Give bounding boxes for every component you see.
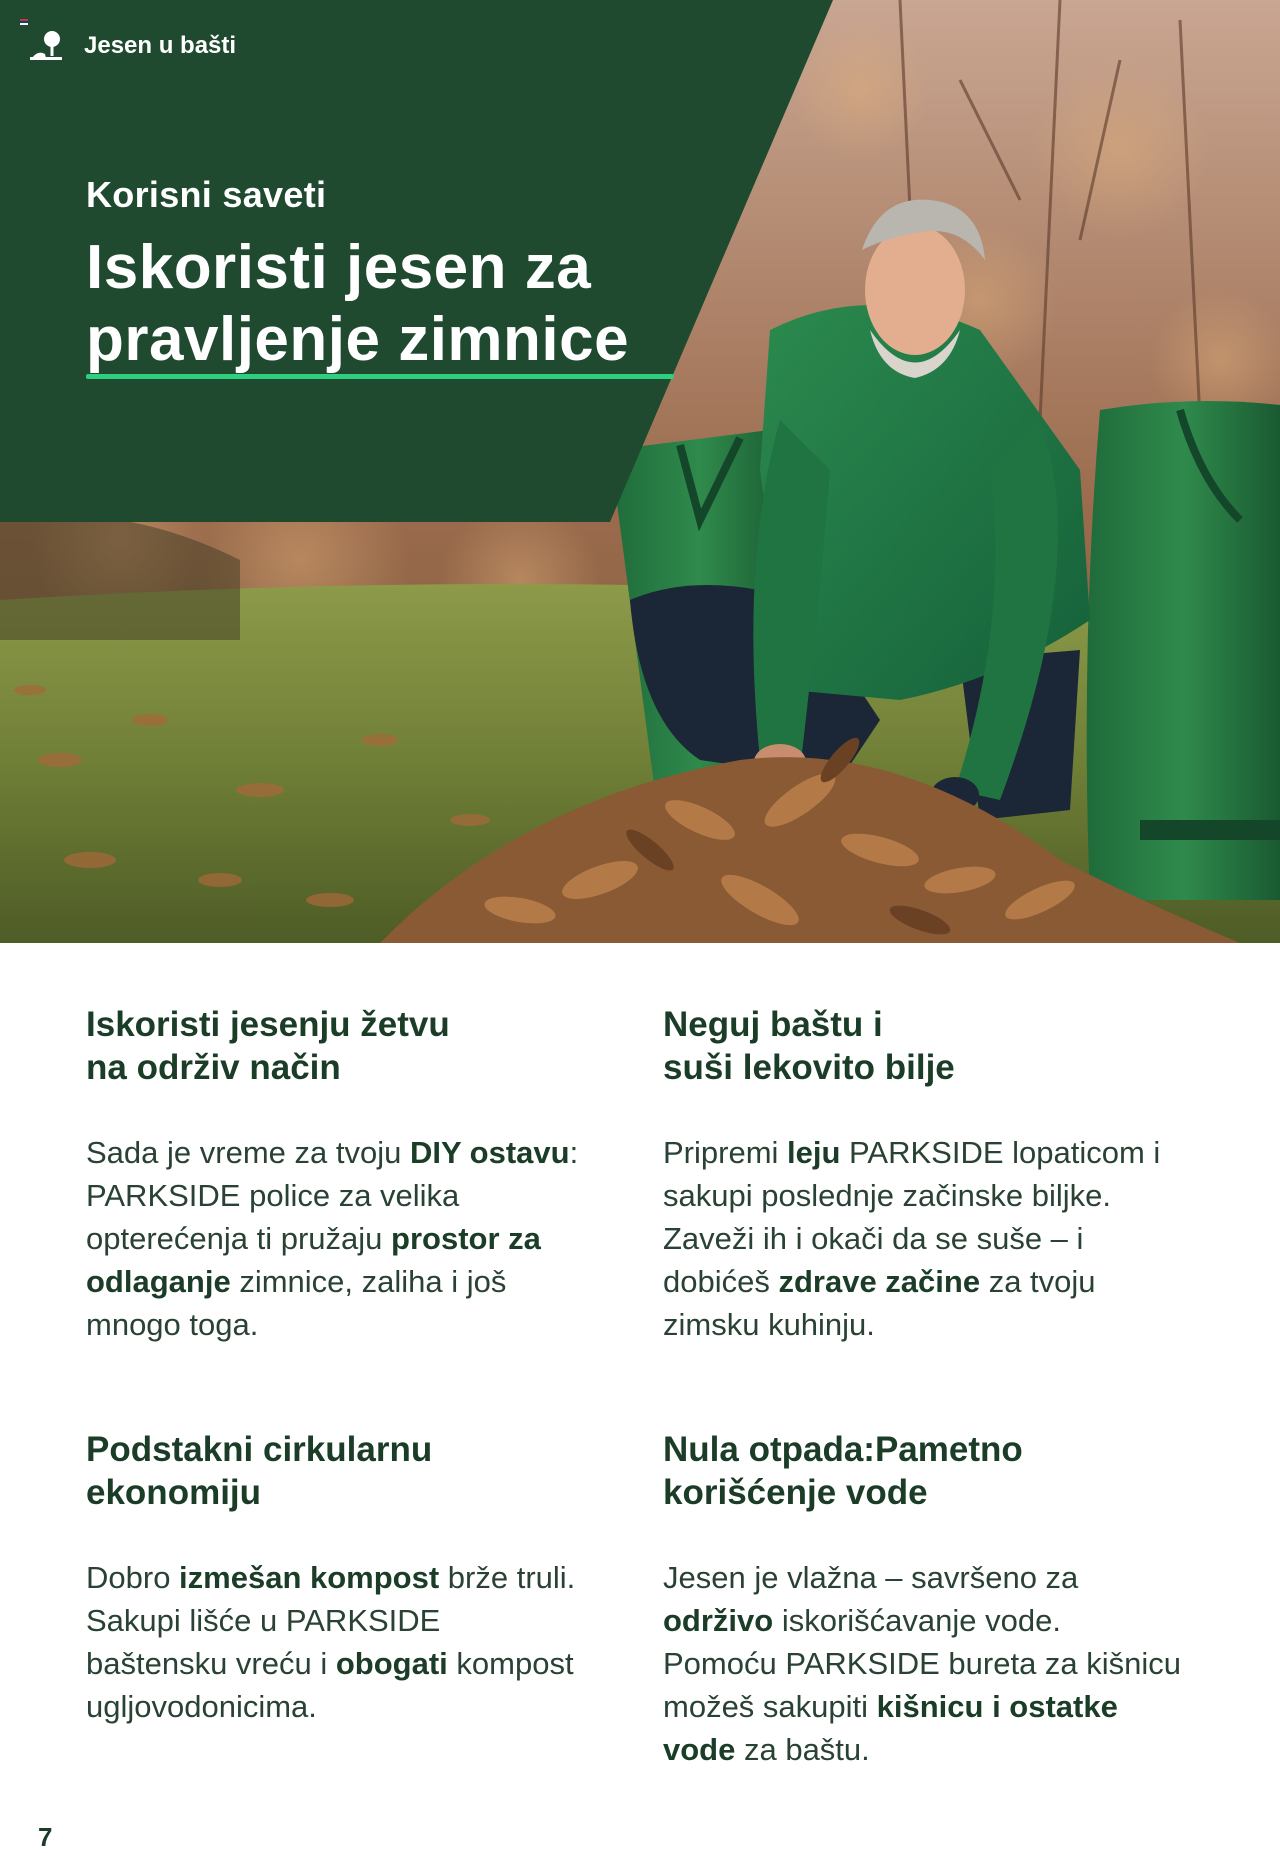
tip-body-emphasis: izmešan kompost [179, 1560, 440, 1595]
hero-title-line: pravljenje zimnice [86, 305, 630, 374]
tip-body-text: zimnice, zaliha i još mnogo toga. [86, 1264, 507, 1342]
tip-heading [663, 1428, 1183, 1514]
tip-body-emphasis: prostor za odlaganje [86, 1221, 541, 1299]
tip-body-emphasis: kišnicu i ostatke vode [663, 1689, 1118, 1767]
title-underline [86, 374, 674, 379]
tip-body [663, 1131, 1183, 1346]
tip-body-text: PARKSIDE lopaticom i sakupi poslednje začinske biljke. Zaveži ih i okači da se suše – i dobićeš [663, 1135, 1161, 1299]
tip-heading-line: Podstakni cirkularnu [86, 1430, 433, 1469]
tip-body-text: za baštu. [735, 1732, 870, 1767]
section-tag-label: Jesen u bašti [84, 32, 237, 59]
tip-heading-line: ekonomiju [86, 1473, 262, 1512]
tip-heading-line: suši lekovito bilje [663, 1048, 955, 1087]
tip-body-text: iskorišćavanje vode. Pomoću PARKSIDE bureta za kišnicu možeš sakupiti [663, 1603, 1182, 1724]
hero-title-line: Iskoristi jesen za [86, 233, 592, 302]
tip-block [86, 1003, 586, 1346]
tip-heading [86, 1003, 586, 1089]
tip-body [663, 1556, 1183, 1771]
tip-heading-line: korišćenje vode [663, 1473, 928, 1512]
tip-body-emphasis: DIY ostavu [409, 1135, 570, 1170]
tip-heading [663, 1003, 1183, 1089]
tree-icon [28, 28, 64, 64]
tip-body [86, 1556, 586, 1728]
flag-icon [20, 19, 28, 25]
tip-heading-line: Neguj baštu i [663, 1005, 883, 1044]
tip-block [663, 1003, 1183, 1346]
tip-body-text: Sada je vreme za tvoju [86, 1135, 410, 1170]
tip-body-text: brže truli. Sakupi lišće u PARKSIDE baštensku vreću i [86, 1560, 576, 1681]
tip-body-emphasis: leju [787, 1135, 841, 1170]
tip-body-text: : PARKSIDE police za velika opterećenja ti pružaju [86, 1135, 579, 1256]
hero-kicker: Korisni saveti [86, 174, 327, 215]
tip-heading-line: Nula otpada:Pametno [663, 1430, 1023, 1469]
tip-body-text: Jesen je vlažna – savršeno za [663, 1560, 1079, 1595]
hero-title [86, 232, 629, 376]
section-tag [28, 28, 236, 64]
page-number: 7 [38, 1822, 53, 1852]
tip-block [663, 1428, 1183, 1771]
tip-body-emphasis: održivo [663, 1603, 774, 1638]
tip-heading [86, 1428, 586, 1514]
tip-body [86, 1131, 586, 1346]
tip-heading-line: Iskoristi jesenju žetvu [86, 1005, 450, 1044]
tip-body-emphasis: obogati [335, 1646, 448, 1681]
tip-body-text: Pripremi [663, 1135, 788, 1170]
tip-body-text: Dobro [86, 1560, 180, 1595]
tip-body-text: za tvoju zimsku kuhinju. [663, 1264, 1096, 1342]
tip-body-emphasis: zdrave začine [778, 1264, 981, 1299]
tip-block [86, 1428, 586, 1728]
tip-body-text: kompost ugljovodonicima. [86, 1646, 574, 1724]
tip-heading-line: na održiv način [86, 1048, 341, 1087]
